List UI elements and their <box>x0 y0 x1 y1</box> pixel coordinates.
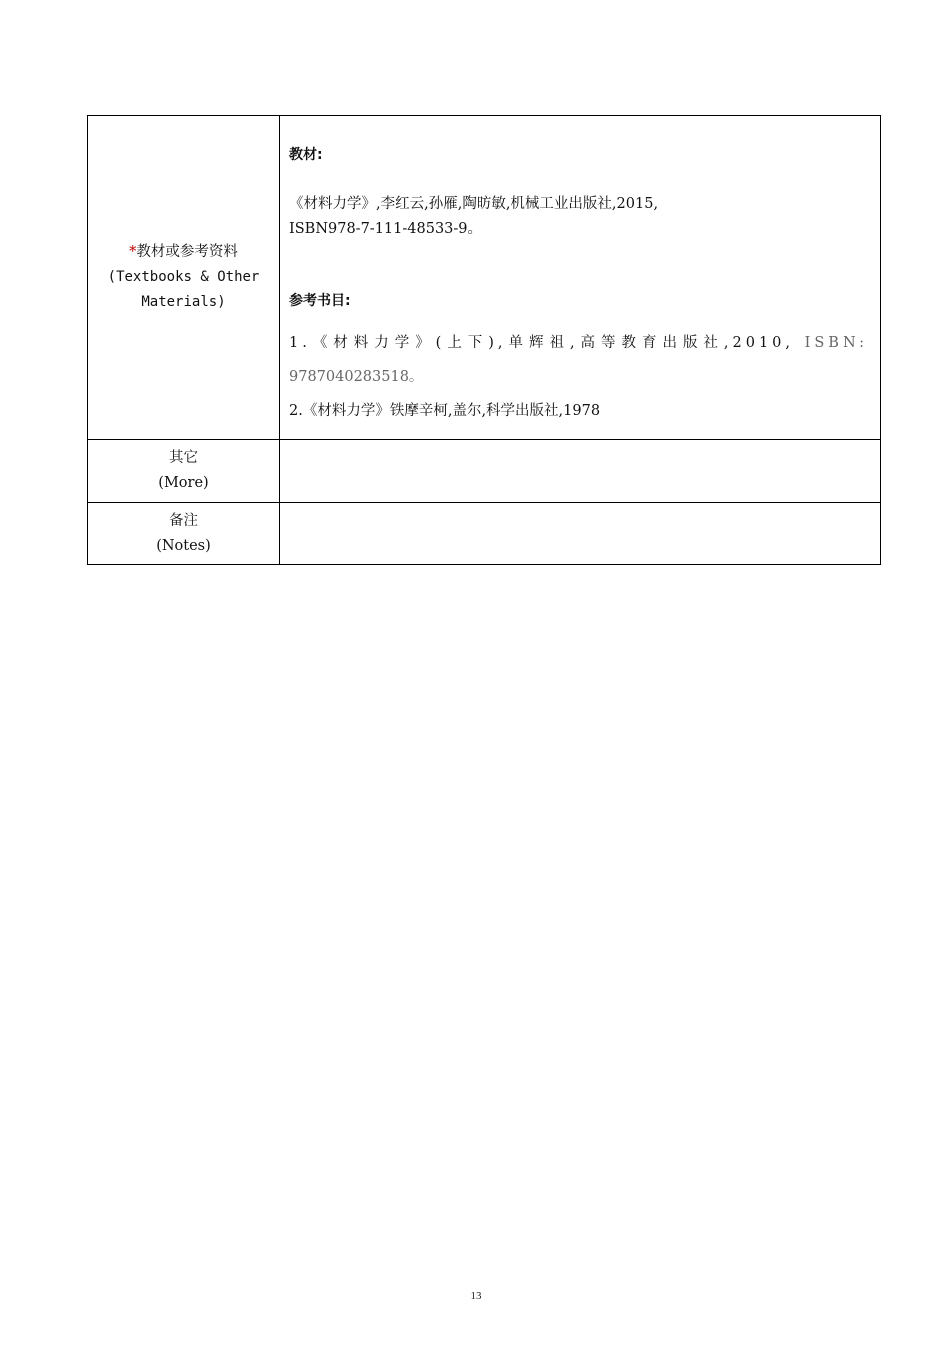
textbook-line-1: 《材料力学》,李红云,孙雁,陶昉敏,机械工业出版社,2015, <box>289 196 659 212</box>
notes-label-cn: 备注 <box>169 512 198 529</box>
reference-1-isbn-value: 9787040283518。 <box>289 369 424 385</box>
more-label-cn: 其它 <box>169 450 198 466</box>
reference-item-1 <box>289 326 868 360</box>
materials-label-cell <box>88 116 280 440</box>
reference-1-isbn-label: ISBN: <box>804 335 868 351</box>
more-row <box>88 440 881 503</box>
notes-row <box>88 503 881 565</box>
textbook-line-2: ISBN978-7-111-48533-9。 <box>289 221 483 237</box>
notes-label-en: (Notes) <box>156 537 211 554</box>
page-number: 13 <box>470 1290 482 1302</box>
materials-label-cn-text: 教材或参考资料 <box>136 244 238 260</box>
required-mark: * <box>129 244 137 260</box>
materials-label-en-2: Materials) <box>141 294 226 310</box>
notes-content-cell <box>280 503 881 565</box>
more-content-cell <box>280 440 881 503</box>
textbook-entry <box>289 192 868 242</box>
materials-label-en-1: (Textbooks & Other <box>107 269 260 285</box>
more-label-en: (More) <box>158 475 209 491</box>
materials-row <box>88 116 881 440</box>
reference-1-main: 1.《材料力学》(上下),单辉祖,高等教育出版社,2010, <box>289 335 795 351</box>
materials-label-cn <box>88 240 279 265</box>
textbook-heading: 教材: <box>289 147 323 163</box>
course-info-table <box>87 115 881 565</box>
reference-heading: 参考书目: <box>289 293 351 309</box>
notes-label-cell <box>88 503 280 565</box>
materials-content-cell <box>280 116 881 440</box>
reference-item-2: 2.《材料力学》铁摩辛柯,盖尔,科学出版社,1978 <box>289 403 601 419</box>
more-label-cell <box>88 440 280 503</box>
